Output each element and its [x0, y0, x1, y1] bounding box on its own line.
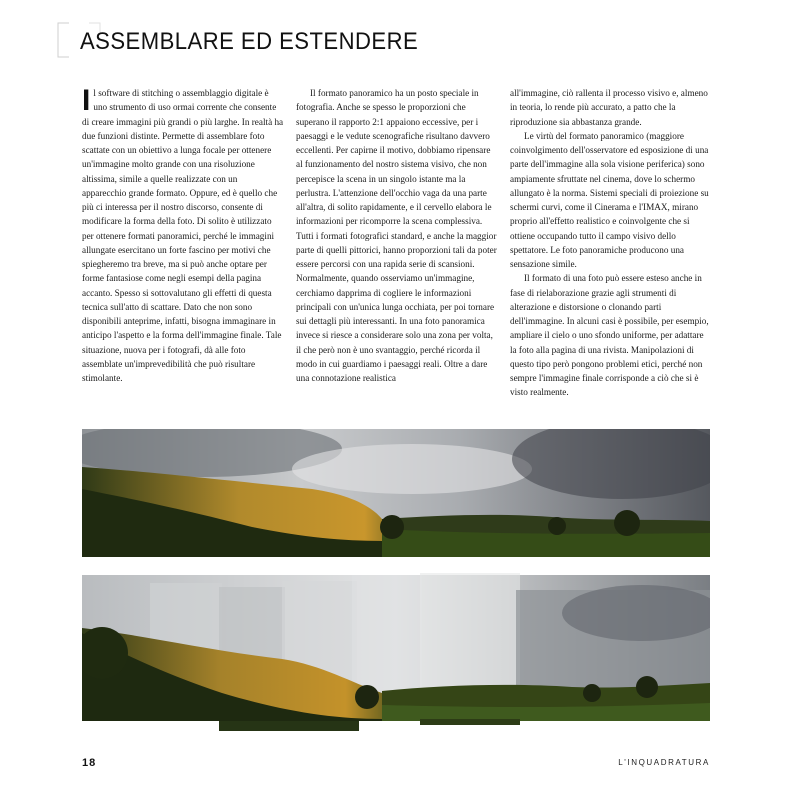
drop-cap: I [82, 84, 91, 117]
text-column-1 [82, 86, 284, 406]
paragraph: Il formato di una foto può essere esteso anche in fase di rielaborazione grazie agli strumenti di alterazione e distorsione o clonando parti dell'immagine. In alcuni casi è possibile, per esempio, ampliare il cielo o uno sfondo uniforme, per adattare la foto alla pagina di una rivista. Manipolazioni di questo tipo però pongono problemi etici, perché non sempre l'immagine finale corrisponde a ciò che si è visto realmente. [510, 273, 709, 398]
text-column-3 [510, 86, 712, 406]
paragraph: all'immagine, ciò rallenta il processo visivo e, almeno in teoria, lo rende più accurato, a patto che la riproduzione sia abbastanza grande. [510, 88, 708, 127]
body-text [82, 86, 710, 406]
panorama-photo [82, 429, 710, 557]
page-title: ASSEMBLARE ED ESTENDERE [80, 28, 419, 55]
paragraph [82, 86, 284, 385]
section-name: L'INQUADRATURA [618, 758, 710, 767]
page-number: 18 [82, 757, 97, 769]
paragraph: Le virtù del formato panoramico (maggiore coinvolgimento dell'osservatore ed esposizione di una parte dell'immagine alla sola visione periferica) sono ampiamente sfruttate nel cinema, dove lo schermo allungato è la norma. Sistemi speciali di proiezione su schermi curvi, come il Cinerama e l'IMAX, mirano proprio all'effetto realistico e coinvolgente che si ottiene occupando tutto il campo visivo dello spettatore. Le foto panoramiche producono una sensazione simile. [510, 130, 709, 269]
paragraph: Il formato panoramico ha un posto speciale in fotografia. Anche se spesso le proporzioni che superano il rapporto 2:1 appaiono eccessive, per i paesaggi e le vedute scenografiche risultano davvero eccellenti. Per capirne il motivo, dobbiamo ripensare al funzionamento del nostro sistema visivo, che non percepisce la scena in un singolo istante ma la perlustra. L'attenzione dell'occhio vaga da una parte all'altra, di solito rapidamente, e il cervello elabora le informazioni per ricomporre la scena complessiva. Tutti i formati fotografici standard, e anche la maggior parte di quelli pittorici, hanno proporzioni tali da poter essere percorsi con una rapida serie di scansioni. Normalmente, quando osserviamo un'immagine, cerchiamo dapprima di cogliere le informazioni principali con un'unica lunga occhiata, per poi tornare sui dettagli più interessanti. In una foto panoramica invece si riesce a considerare solo una zona per volta, il che però non è uno svantaggio, perché ricorda il modo in cui guardiamo i paesaggi reali. Oltre a dare una connotazione realistica [296, 88, 497, 383]
paragraph-text: l software di stitching o assemblaggio digitale è uno strumento di uso ormai corrente che consente di creare immagini più grandi o più larghe. In realtà ha due funzioni distinte. Permette di assemblare foto scattate con un obiettivo a lunga focale per ottenere un'immagine molto grande con una risoluzione altissima, simile a quelle realizzate con un apparecchio grande formato. Oppure, ed è quello che più ci interessa per il nostro discorso, consente di modificare la forma della foto. Di solito è utilizzato per ottenere formati panoramici, perché le immagini allungate esercitano un forte fascino per motivi che spiegheremo tra breve, ma si può anche optare per forme fantasiose come negli esempi della pagina accanto. Spesso si sottovalutano gli effetti di questa tecnica sull'atto di scattare. Dato che non sono disponibili anteprime, infatti, bisogna immaginare in anticipo l'aspetto e la forma dell'immagine finale. Tale situazione, nuova per i fotografi, dà alle foto assemblate un'imprevedibilità che può risultare stimolante. [82, 88, 284, 383]
stitched-collage-photo [82, 573, 710, 733]
text-column-2 [296, 86, 498, 406]
